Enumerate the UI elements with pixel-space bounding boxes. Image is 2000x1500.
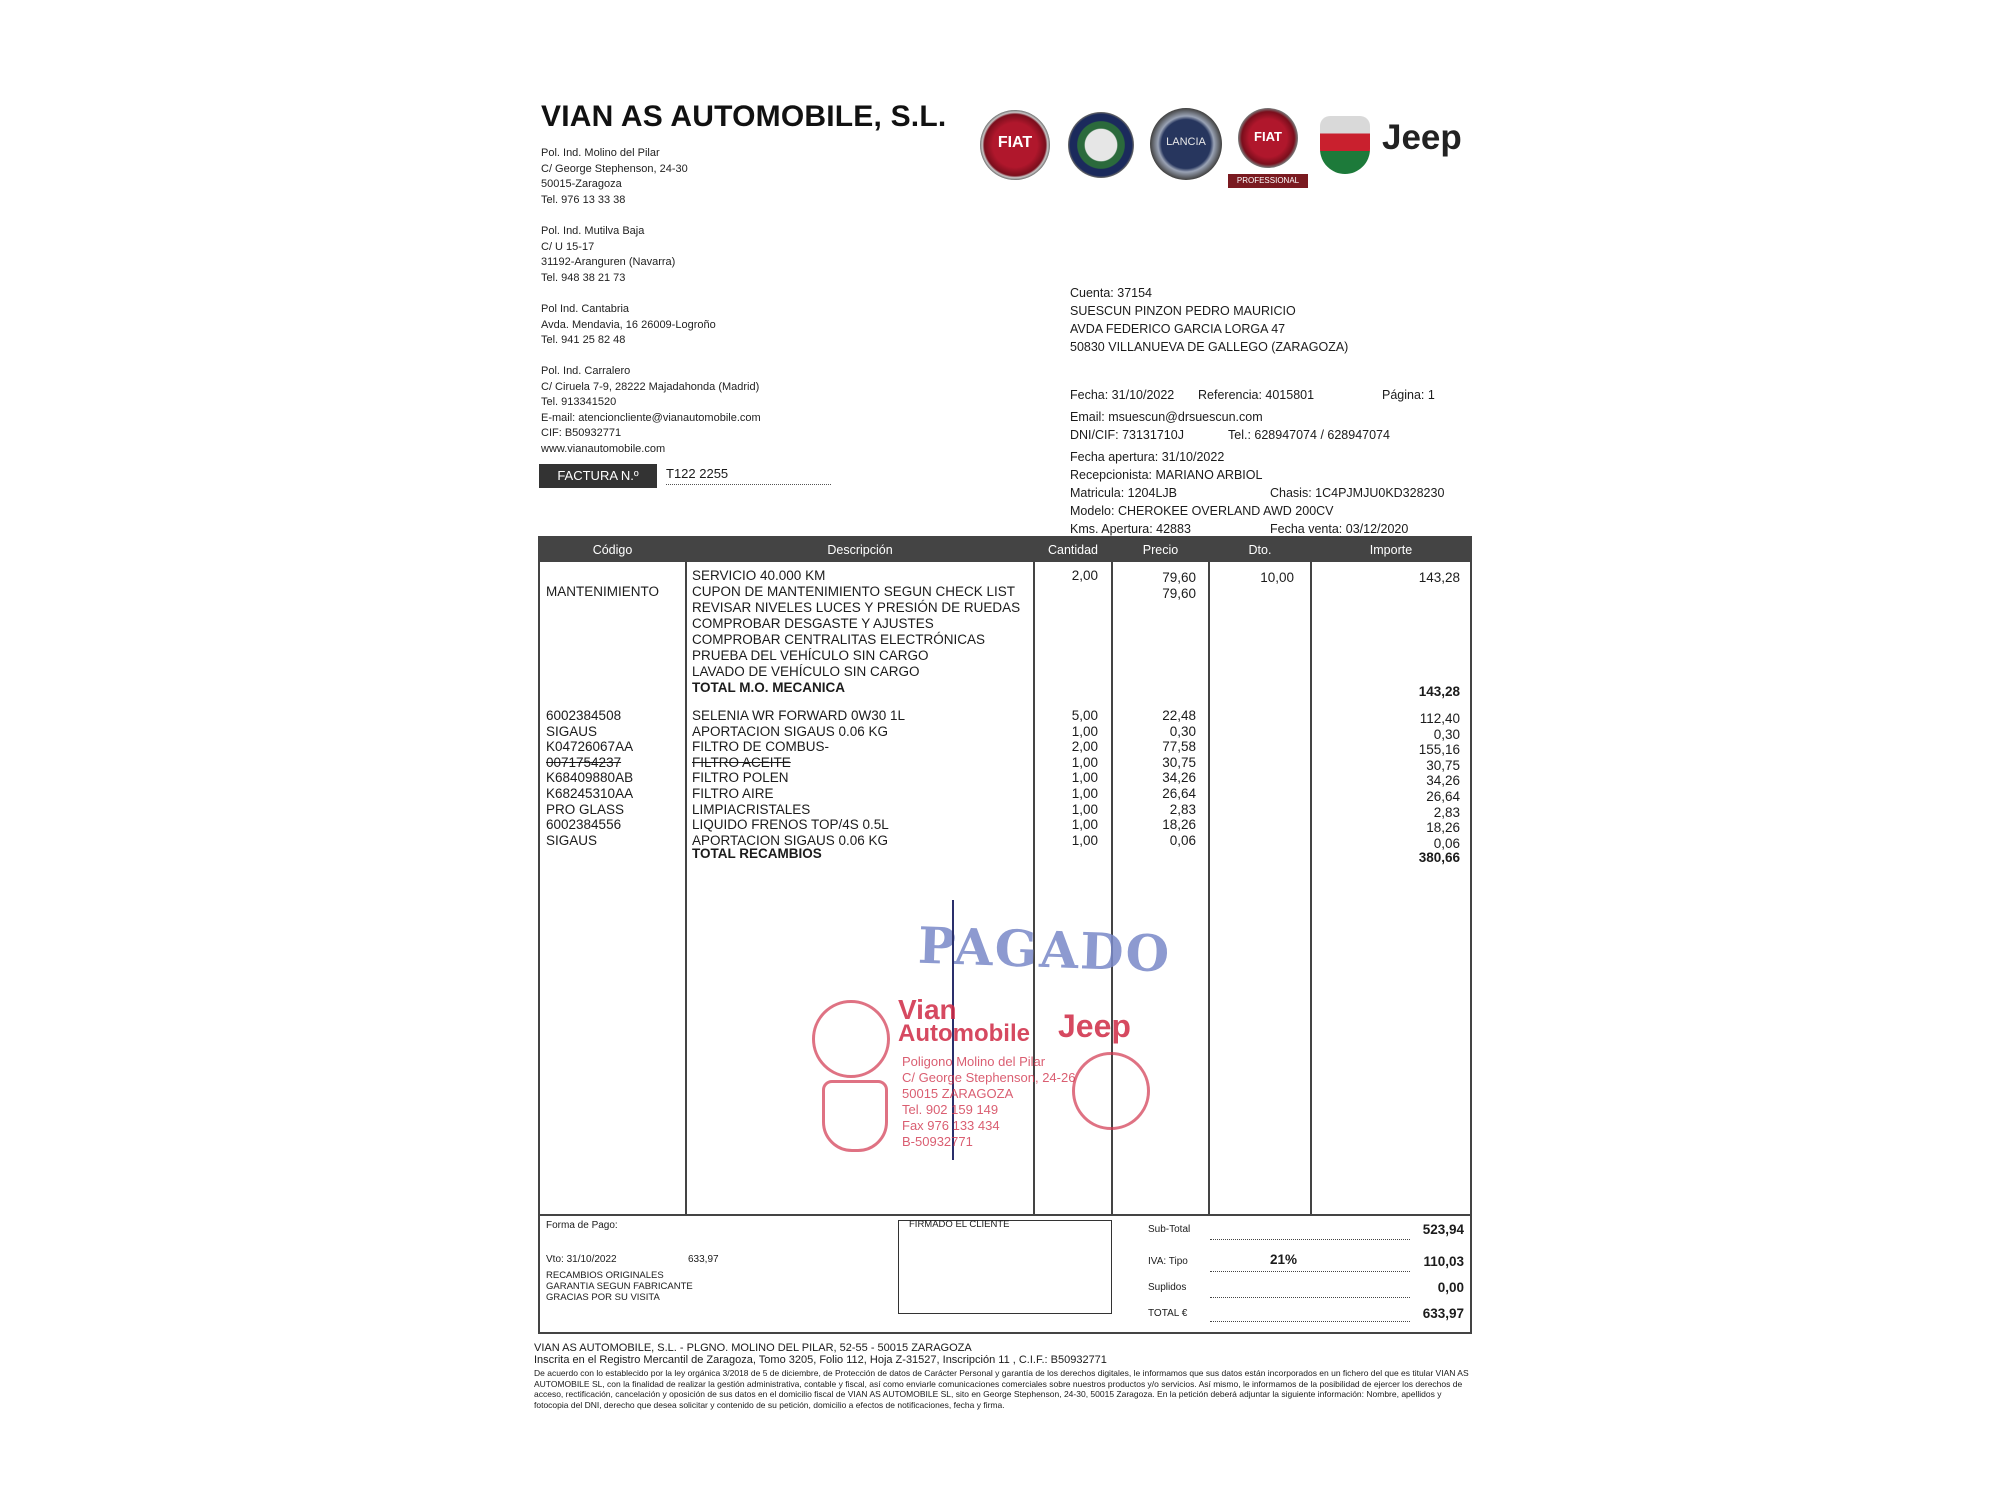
address-block-madrid	[541, 364, 761, 457]
header-dto: Dto.	[1248, 543, 1272, 557]
odometer: Kms. Apertura: 42883	[1070, 522, 1191, 536]
address-line: Tel. 976 13 33 38	[541, 193, 626, 206]
part-quantity: 1,00	[1071, 723, 1098, 739]
stamp-line: Poligono Molino del Pilar	[902, 1054, 1046, 1069]
dotted-leader	[1210, 1296, 1410, 1298]
payment-method-label: Forma de Pago:	[546, 1220, 618, 1231]
part-description: LIQUIDO FRENOS TOP/4S 0.5L	[692, 817, 889, 833]
address-line: Pol. Ind. Carralero	[541, 365, 631, 377]
service-line: REVISAR NIVELES LUCES Y PRESIÓN DE RUEDAS	[692, 600, 1021, 615]
service-lines	[692, 568, 1020, 696]
part-quantity: 1,00	[1071, 832, 1098, 848]
invoice-reference: Referencia: 4015801	[1198, 388, 1315, 402]
client-name: SUESCUN PINZON PEDRO MAURICIO	[1070, 304, 1296, 318]
iva-value: 110,03	[1423, 1254, 1464, 1269]
address-block-zaragoza	[541, 146, 688, 208]
address-line: Pol Ind. Cantabria	[541, 303, 630, 315]
opening-date: Fecha apertura: 31/10/2022	[1070, 450, 1225, 464]
legal-line: Inscrita en el Registro Mercantil de Zaragoza, Tomo 3205, Folio 112, Hoja Z-31527, Inscripción 11 , C.I.F.: B50932771	[534, 1354, 1107, 1366]
part-amount: 0,30	[1433, 726, 1460, 742]
payment-note: RECAMBIOS ORIGINALES	[546, 1270, 664, 1281]
address-line: C/ Ciruela 7-9, 28222 Majadahonda (Madrid)	[541, 380, 760, 393]
part-price: 77,58	[1162, 739, 1196, 755]
stamp-company-name-line1: Vian	[898, 994, 957, 1025]
suplidos-label: Suplidos	[1148, 1282, 1187, 1293]
part-code: K04726067AA	[546, 739, 634, 755]
invoice-number: T122 2255	[666, 466, 831, 485]
table-header	[540, 538, 1470, 562]
iva-label: IVA: Tipo	[1148, 1256, 1188, 1267]
part-amount: 112,40	[1419, 711, 1460, 726]
client-street: AVDA FEDERICO GARCIA LORGA 47	[1070, 322, 1286, 336]
part-price: 2,83	[1169, 801, 1196, 817]
part-amount: 18,26	[1426, 820, 1460, 836]
alfa-romeo-logo	[1068, 112, 1134, 178]
client-account: Cuenta: 37154	[1070, 286, 1153, 300]
iva-rate: 21%	[1270, 1252, 1298, 1267]
part-code: 6002384556	[546, 817, 622, 833]
part-code: K68245310AA	[546, 786, 634, 801]
signature-box	[898, 1220, 1112, 1314]
part-code: 0071754237	[546, 754, 622, 770]
part-code: K68409880AB	[546, 770, 634, 786]
dotted-leader	[1210, 1270, 1410, 1272]
total-label: TOTAL €	[1148, 1308, 1188, 1319]
fiat-professional-logo: FIAT	[1238, 108, 1298, 168]
part-description: FILTRO AIRE	[692, 786, 774, 801]
payment-note: GRACIAS POR SU VISITA	[546, 1292, 660, 1303]
sale-date: Fecha venta: 03/12/2020	[1270, 522, 1409, 536]
service-line: COMPROBAR DESGASTE Y AJUSTES	[692, 616, 934, 631]
address-line: C/ U 15-17	[541, 240, 595, 253]
service-cantidad: 2,00	[1071, 568, 1098, 583]
receptionist: Recepcionista: MARIANO ARBIOL	[1070, 468, 1263, 482]
service-line: PRUEBA DEL VEHÍCULO SIN CARGO	[692, 648, 929, 663]
stamp-line: B-50932771	[902, 1134, 973, 1149]
service-importe: 143,28	[1418, 570, 1460, 585]
client-city: 50830 VILLANUEVA DE GALLEGO (ZARAGOZA)	[1070, 340, 1349, 354]
part-description: FILTRO POLEN	[692, 770, 789, 786]
stamp-line: C/ George Stephenson, 24-26	[902, 1070, 1076, 1085]
part-price: 0,06	[1169, 832, 1196, 848]
part-quantity: 2,00	[1071, 739, 1098, 755]
payment-due-amount: 633,97	[688, 1254, 719, 1265]
column-divider	[685, 538, 687, 1216]
stamp-jeep-logo: Jeep	[1058, 1008, 1131, 1044]
address-line: Avda. Mendavia, 16 26009-Logroño	[541, 318, 716, 331]
vehicle-model: Modelo: CHEROKEE OVERLAND AWD 200CV	[1070, 504, 1334, 518]
part-amount: 26,64	[1426, 789, 1460, 804]
part-quantity: 1,00	[1071, 786, 1098, 801]
client-dni: DNI/CIF: 73131710J	[1070, 428, 1184, 442]
stamp-company-name-line2: Automobile	[898, 1020, 1030, 1047]
alfa-romeo-stamp-icon	[812, 1000, 890, 1078]
stamp-address	[902, 1054, 1075, 1150]
part-quantity: 1,00	[1071, 801, 1098, 817]
address-block-logrono	[541, 302, 716, 349]
total-value: 633,97	[1422, 1306, 1464, 1321]
part-description: LIMPIACRISTALES	[692, 801, 811, 817]
payment-due-date: Vto: 31/10/2022	[546, 1254, 617, 1265]
service-total-label: TOTAL M.O. MECANICA	[692, 680, 845, 695]
client-email: Email: msuescun@drsuescun.com	[1070, 410, 1263, 424]
part-quantity: 1,00	[1071, 770, 1098, 786]
signature-label: FIRMADO EL CLIENTE	[909, 1219, 1010, 1230]
parts-total-label: TOTAL RECAMBIOS	[692, 846, 822, 861]
part-description: FILTRO DE COMBUS-	[692, 739, 830, 755]
part-description: APORTACION SIGAUS 0.06 KG	[692, 723, 889, 739]
payment-notes	[546, 1270, 693, 1303]
part-code: SIGAUS	[546, 723, 598, 739]
invoice-date: Fecha: 31/10/2022	[1070, 388, 1175, 402]
paid-stamp: PAGADO	[917, 915, 1173, 984]
table-bottom-rule	[540, 1214, 1470, 1216]
abarth-logo	[1320, 116, 1370, 174]
part-price: 22,48	[1162, 708, 1196, 723]
part-description: FILTRO ACEITE	[692, 754, 791, 770]
stamp-line: Tel. 902 159 149	[902, 1102, 999, 1117]
license-plate: Matricula: 1204LJB	[1070, 486, 1178, 500]
part-price: 18,26	[1162, 817, 1196, 833]
part-description: APORTACION SIGAUS 0.06 KG	[692, 832, 889, 848]
address-line: 50015-Zaragoza	[541, 178, 622, 190]
address-line: 31192-Aranguren (Navarra)	[541, 256, 676, 268]
column-divider	[1310, 538, 1312, 1216]
service-precio: 79,60	[1162, 586, 1196, 601]
lancia-stamp-icon	[1072, 1052, 1150, 1130]
part-code: SIGAUS	[546, 832, 598, 848]
lancia-logo: LANCIA	[1150, 108, 1222, 180]
header-precio: Precio	[1142, 543, 1179, 557]
dotted-leader	[1210, 1320, 1410, 1322]
address-line: Tel. 913341520	[541, 396, 617, 408]
fiat-logo: FIAT	[980, 110, 1050, 180]
invoice-number-label: FACTURA N.º	[539, 464, 657, 488]
abarth-stamp-icon	[822, 1080, 888, 1152]
dotted-leader	[1210, 1238, 1410, 1240]
jeep-logo: Jeep	[1382, 118, 1462, 157]
payment-note: GARANTIA SEGUN FABRICANTE	[546, 1281, 693, 1292]
subtotal-label: Sub-Total	[1148, 1224, 1191, 1235]
address-line: www.vianautomobile.com	[541, 442, 666, 455]
service-total: 143,28	[1418, 684, 1460, 699]
legal-text: De acuerdo con lo establecido por la ley orgánica 3/2018 de 5 de diciembre, de Protección de datos de Carácter Personal y garantía de los derechos digitales, le informamos que sus datos están incorporados en un fichero del que es titular VIAN AS AUTOMOBILE SL, con la finalidad de realizar la gestión administrativa, contable y fiscal, así como enviarle comunicaciones comerciales sobre nuestros productos y/o servicios. Así mismo, le informamos de la posibilidad de ejercer los derechos de acceso, rectificación, cancelación y oposición de sus datos en el domicilio fiscal de VIAN AS AUTOMOBILE SL, sito en George Stephenson, 24-30, 50015 Zaragoza. En la petición deberá adjuntar la siguiente información: Nombre, apellidos y fotocopia del DNI, derecho que desea solicitar y contenido de su petición, domicilio a efectos de notificaciones, fecha y firma.	[534, 1368, 1469, 1410]
invoice-meta	[1070, 386, 1480, 538]
address-block-navarra	[541, 224, 675, 286]
address-line: C/ George Stephenson, 24-30	[541, 162, 688, 175]
address-line: Pol. Ind. Mutilva Baja	[541, 225, 645, 237]
header-cantidad: Cantidad	[1047, 543, 1099, 557]
part-amount: 34,26	[1426, 773, 1460, 789]
stamp-line: 50015 ZARAGOZA	[902, 1086, 1014, 1101]
address-line: Tel. 941 25 82 48	[541, 334, 626, 346]
part-quantity: 1,00	[1071, 817, 1098, 833]
suplidos-value: 0,00	[1437, 1280, 1464, 1295]
address-line: Tel. 948 38 21 73	[541, 271, 626, 284]
part-description: SELENIA WR FORWARD 0W30 1L	[692, 708, 906, 723]
service-dto: 10,00	[1260, 570, 1294, 585]
part-quantity: 1,00	[1071, 754, 1098, 770]
header-importe: Importe	[1369, 543, 1413, 557]
address-line: E-mail: atencioncliente@vianautomobile.com	[541, 411, 761, 424]
part-amount: 2,83	[1433, 804, 1460, 820]
client-block	[1070, 284, 1348, 356]
subtotal-value: 523,94	[1422, 1222, 1464, 1237]
legal-footer	[534, 1342, 1474, 1410]
parts-total: 380,66	[1418, 850, 1460, 865]
company-name: VIAN AS AUTOMOBILE, S.L.	[541, 100, 947, 133]
header-codigo: Código	[592, 543, 633, 557]
service-line: CUPON DE MANTENIMIENTO SEGUN CHECK LIST	[692, 584, 1016, 599]
invoice-page-number: Página: 1	[1382, 388, 1435, 402]
service-line: COMPROBAR CENTRALITAS ELECTRÓNICAS	[692, 632, 986, 647]
address-line: CIF: B50932771	[541, 427, 622, 439]
part-amount: 155,16	[1418, 742, 1460, 758]
chassis-number: Chasis: 1C4PJMJU0KD328230	[1270, 486, 1445, 500]
client-phone: Tel.: 628947074 / 628947074	[1228, 428, 1390, 442]
part-amount: 0,06	[1433, 835, 1460, 851]
service-code: MANTENIMIENTO	[546, 584, 660, 599]
service-line: LAVADO DE VEHÍCULO SIN CARGO	[692, 664, 920, 679]
service-line: SERVICIO 40.000 KM	[692, 568, 826, 583]
column-divider	[1208, 538, 1210, 1216]
part-price: 0,30	[1169, 723, 1196, 739]
part-amount: 30,75	[1426, 757, 1460, 773]
part-quantity: 5,00	[1071, 708, 1098, 723]
professional-badge: PROFESSIONAL	[1228, 174, 1308, 188]
part-price: 30,75	[1162, 754, 1196, 770]
part-price: 34,26	[1162, 770, 1196, 786]
header-descripcion: Descripción	[827, 543, 893, 557]
service-precio: 79,60	[1162, 570, 1196, 585]
legal-line: VIAN AS AUTOMOBILE, S.L. - PLGNO. MOLINO DEL PILAR, 52-55 - 50015 ZARAGOZA	[534, 1342, 972, 1354]
address-line: Pol. Ind. Molino del Pilar	[541, 147, 660, 159]
part-price: 26,64	[1162, 786, 1196, 801]
stamp-line: Fax 976 133 434	[902, 1118, 1000, 1133]
part-code: PRO GLASS	[546, 801, 625, 817]
brand-logos	[980, 104, 1480, 194]
part-code: 6002384508	[546, 708, 622, 723]
